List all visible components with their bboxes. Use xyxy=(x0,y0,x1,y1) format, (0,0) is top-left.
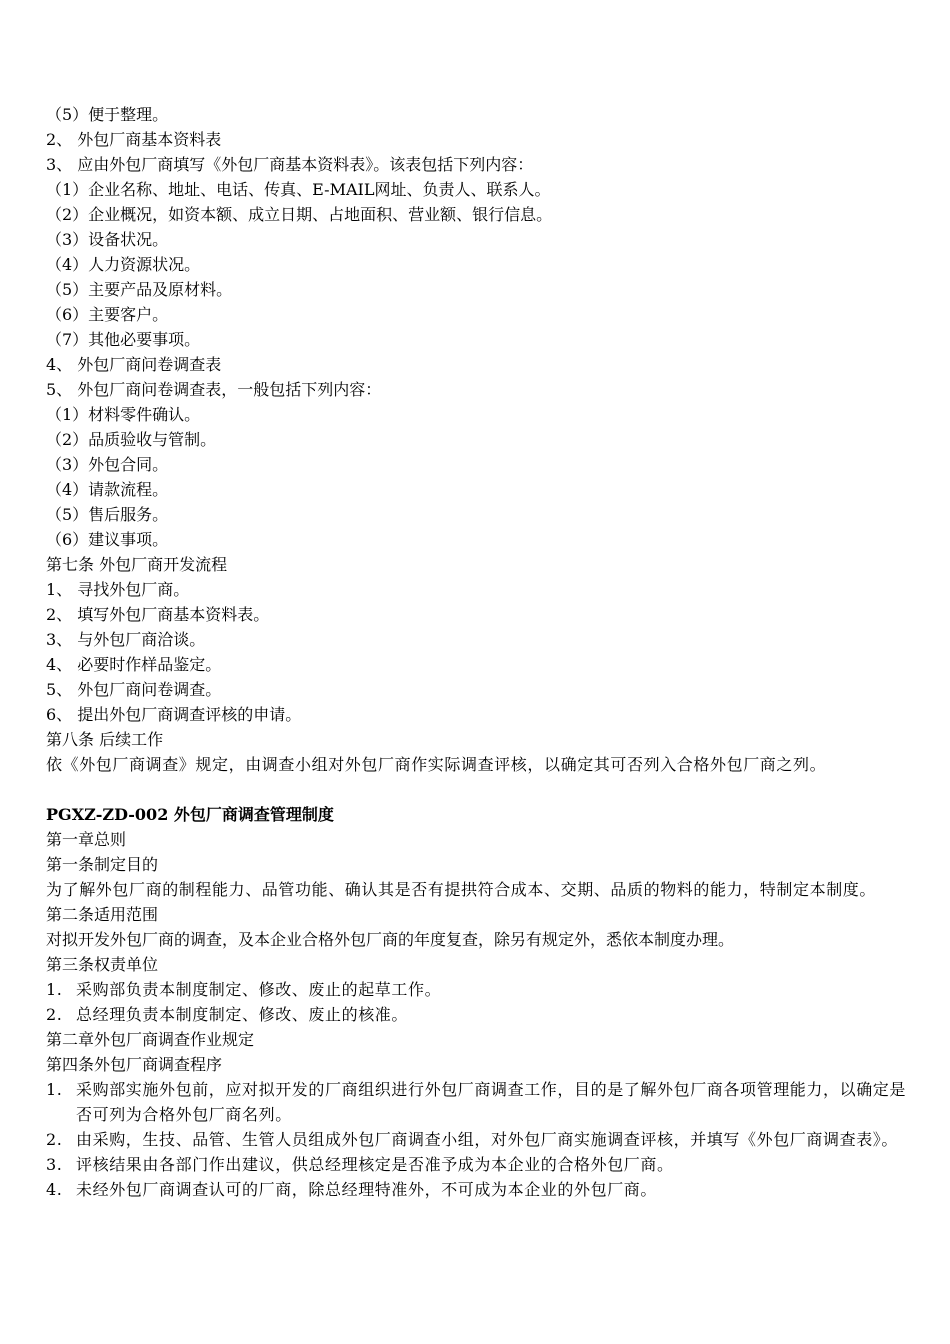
questionnaire-item-3: （3）外包合同。 xyxy=(46,455,169,474)
item-number: 4. xyxy=(46,1180,63,1199)
heading-basic-info-form: 2、 外包厂商基本资料表 xyxy=(46,130,222,149)
item-convenient-sorting: （5）便于整理。 xyxy=(46,105,169,124)
heading-questionnaire: 4、 外包厂商问卷调查表 xyxy=(46,355,222,374)
basic-info-item-7: （7）其他必要事项。 xyxy=(46,330,201,349)
item-text: 总经理负责本制度制定、修改、废止的核准。 xyxy=(76,1005,409,1024)
basic-info-item-3: （3）设备状况。 xyxy=(46,230,169,249)
questionnaire-item-6: （6）建议事项。 xyxy=(46,530,169,549)
item-number: 2. xyxy=(46,1005,63,1024)
article4-item xyxy=(46,1077,906,1127)
article4-title: 第四条外包厂商调查程序 xyxy=(46,1055,223,1074)
article2-title: 第二条适用范围 xyxy=(46,905,159,924)
basic-info-item-1: （1）企业名称、地址、电话、传真、E-MAIL网址、负责人、联系人。 xyxy=(46,180,551,199)
article7-step-4: 4、 必要时作样品鉴定。 xyxy=(46,655,222,674)
questionnaire-item-5: （5）售后服务。 xyxy=(46,505,169,524)
item-number: 2. xyxy=(46,1130,63,1149)
article7-step-3: 3、 与外包厂商洽谈。 xyxy=(46,630,206,649)
chapter1-title: 第一章总则 xyxy=(46,830,127,849)
article8-paragraph: 依《外包厂商调查》规定，由调查小组对外包厂商作实际调查评核，以确定其可否列入合格外包厂商之列。 xyxy=(46,755,827,774)
part1-section xyxy=(46,102,906,777)
article4-item xyxy=(46,1127,906,1152)
article7-step-6: 6、 提出外包厂商调查评核的申请。 xyxy=(46,705,302,724)
questionnaire-item-1: （1）材料零件确认。 xyxy=(46,405,201,424)
article4-item xyxy=(46,1177,906,1202)
item-text: 采购部负责本制度制定、修改、废止的起草工作。 xyxy=(76,980,442,999)
item-number: 3. xyxy=(46,1155,63,1174)
questionnaire-intro: 5、 外包厂商问卷调查表，一般包括下列内容： xyxy=(46,380,382,399)
chapter2-title: 第二章外包厂商调查作业规定 xyxy=(46,1030,255,1049)
basic-info-item-6: （6）主要客户。 xyxy=(46,305,169,324)
basic-info-form-intro: 3、 应由外包厂商填写《外包厂商基本资料表》。该表包括下列内容： xyxy=(46,155,534,174)
item-text: 未经外包厂商调查认可的厂商，除总经理特准外，不可成为本企业的外包厂商。 xyxy=(76,1180,658,1199)
item-text: 评核结果由各部门作出建议，供总经理核定是否准予成为本企业的合格外包厂商。 xyxy=(76,1155,674,1174)
item-number: 1. xyxy=(46,1080,63,1099)
item-number: 1. xyxy=(46,980,63,999)
part2-section xyxy=(46,802,906,1202)
document-page xyxy=(46,102,906,1202)
article7-step-1: 1、 寻找外包厂商。 xyxy=(46,580,190,599)
article3-item xyxy=(46,977,906,1002)
item-text: 由采购，生技、品管、生管人员组成外包厂商调查小组，对外包厂商实施调查评核，并填写《外包厂商调查表》。 xyxy=(76,1130,899,1149)
article2-paragraph: 对拟开发外包厂商的调查，及本企业合格外包厂商的年度复查，除另有规定外，悉依本制度办理。 xyxy=(46,930,735,949)
article3-item xyxy=(46,1002,906,1027)
article4-item xyxy=(46,1152,906,1177)
article7-step-2: 2、 填写外包厂商基本资料表。 xyxy=(46,605,270,624)
questionnaire-item-2: （2）品质验收与管制。 xyxy=(46,430,217,449)
article3-title: 第三条权责单位 xyxy=(46,955,159,974)
article7-title: 第七条 外包厂商开发流程 xyxy=(46,555,228,574)
basic-info-item-2: （2）企业概况，如资本额、成立日期、占地面积、营业额、银行信息。 xyxy=(46,205,553,224)
questionnaire-item-4: （4）请款流程。 xyxy=(46,480,169,499)
item-text: 采购部实施外包前，应对拟开发的厂商组织进行外包厂商调查工作，目的是了解外包厂商各项管理能力，以确定是否可列为合格外包厂商名列。 xyxy=(76,1080,907,1124)
basic-info-item-4: （4）人力资源状况。 xyxy=(46,255,201,274)
article7-step-5: 5、 外包厂商问卷调查。 xyxy=(46,680,222,699)
article1-title: 第一条制定目的 xyxy=(46,855,159,874)
article8-title: 第八条 后续工作 xyxy=(46,730,164,749)
basic-info-item-5: （5）主要产品及原材料。 xyxy=(46,280,233,299)
document-title: PGXZ-ZD-002 外包厂商调查管理制度 xyxy=(46,805,334,824)
article1-paragraph: 为了解外包厂商的制程能力、品管功能、确认其是否有提拱符合成本、交期、品质的物料的能力，特制定本制度。 xyxy=(46,880,877,899)
